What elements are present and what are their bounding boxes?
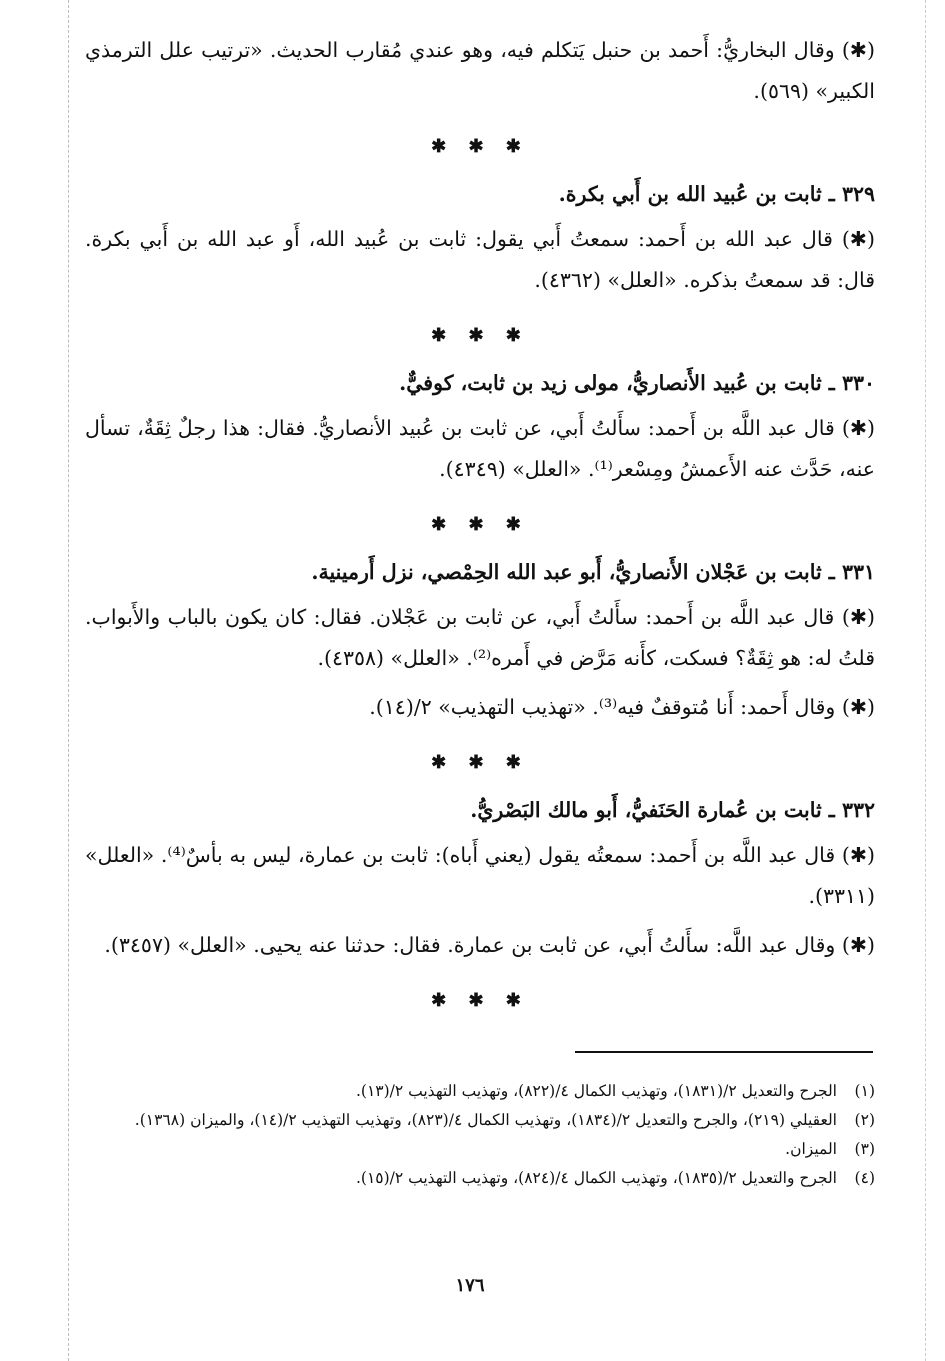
footnote-text: الميزان.	[785, 1140, 837, 1158]
footnotes	[100, 1078, 875, 1194]
page-body	[85, 30, 875, 1028]
section-separator: ✱ ✱ ✱	[431, 325, 529, 346]
entry-heading: ٣٣٢ ـ ثابت بن عُمارة الحَنَفيُّ، أَبو مالك البَصْريُّ.	[470, 798, 875, 822]
footnote	[100, 1165, 875, 1192]
section-separator: ✱ ✱ ✱	[431, 136, 529, 157]
entry-heading: ٣٣١ ـ ثابت بن عَجْلان الأَنصاريُّ، أَبو عبد الله الحِمْصي، نزل أَرمينية.	[311, 560, 875, 584]
section-separator: ✱ ✱ ✱	[431, 752, 529, 773]
paragraph: (✱) قال عبد اللَّه بن أَحمد: سمعتُه يقول (يعني أَباه): ثابت بن عمارة، ليس به بأسٌ⁽⁴⁾. «العلل» (٣٣١١).	[85, 843, 875, 908]
footnote-text: الجرح والتعديل ٢/(١٨٣٥)، وتهذيب الكمال ٤/(٨٢٤)، وتهذيب التهذيب ٢/(١٥).	[355, 1169, 837, 1187]
footnote-text: الجرح والتعديل ٢/(١٨٣١)، وتهذيب الكمال ٤/(٨٢٢)، وتهذيب التهذيب ٢/(١٣).	[355, 1082, 837, 1100]
paragraph: (✱) وقال أَحمد: أَنا مُتوقفٌ فيه⁽³⁾. «تهذيب التهذيب» ٢/(١٤).	[369, 695, 875, 719]
paragraph: (✱) قال عبد اللَّه بن أَحمد: سأَلتُ أَبي، عن ثابت بن عَجْلان. فقال: كان يكون بالباب والأَبواب. قلتُ له: هو ثِقَةٌ؟ فسكت، كأَنه مَرَّض في أَمره⁽²⁾. «العلل» (٤٣٥٨).	[85, 605, 875, 670]
scan-margin-line	[68, 0, 69, 1361]
entry-heading: ٣٣٠ ـ ثابت بن عُبيد الأَنصاريُّ، مولى زيد بن ثابت، كوفيٌّ.	[399, 371, 875, 395]
entry-heading: ٣٢٩ ـ ثابت بن عُبيد الله بن أَبي بكرة.	[558, 182, 875, 206]
paragraph: (✱) وقال البخاريُّ: أَحمد بن حنبل يَتكلم فيه، وهو عندي مُقارب الحديث. «ترتيب علل الترمذي الكبير» (٥٦٩).	[85, 38, 875, 103]
footnote-number: (٤)	[854, 1169, 875, 1187]
footnote-number: (١)	[854, 1082, 875, 1100]
footnote-text: العقيلي (٢١٩)، والجرح والتعديل ٢/(١٨٣٤)، وتهذيب الكمال ٤/(٨٢٣)، وتهذيب التهذيب ٢/(١٤)، والميزان (١٣٦٨).	[134, 1111, 837, 1129]
footnote	[100, 1107, 875, 1134]
footnote	[100, 1136, 875, 1163]
footnote-divider	[575, 1051, 873, 1053]
paragraph: (✱) قال عبد الله بن أَحمد: سمعتُ أَبي يقول: ثابت بن عُبيد الله، أَو عبد الله بن أَبي بكرة. قال: قد سمعتُ بذكره. «العلل» (٤٣٦٢).	[85, 227, 875, 292]
footnote	[100, 1078, 875, 1105]
section-separator: ✱ ✱ ✱	[431, 990, 529, 1011]
paragraph: (✱) قال عبد اللَّه بن أَحمد: سأَلتُ أَبي، عن ثابت بن عُبيد الأنصاريُّ. فقال: هذا رجلٌ ثِقَةٌ، تسأل عنه، حَدَّث عنه الأَعمشُ ومِسْعر⁽¹⁾. «العلل» (٤٣٤٩).	[85, 416, 875, 481]
paragraph: (✱) وقال عبد اللَّه: سأَلتُ أَبي، عن ثابت بن عمارة. فقال: حدثنا عنه يحيى. «العلل» (٣٤٥٧).	[104, 933, 875, 957]
footnote-number: (٣)	[854, 1140, 875, 1158]
scan-margin-line-right	[925, 0, 926, 1361]
section-separator: ✱ ✱ ✱	[431, 514, 529, 535]
footnote-number: (٢)	[854, 1111, 875, 1129]
page-number: ١٧٦	[455, 1275, 485, 1296]
